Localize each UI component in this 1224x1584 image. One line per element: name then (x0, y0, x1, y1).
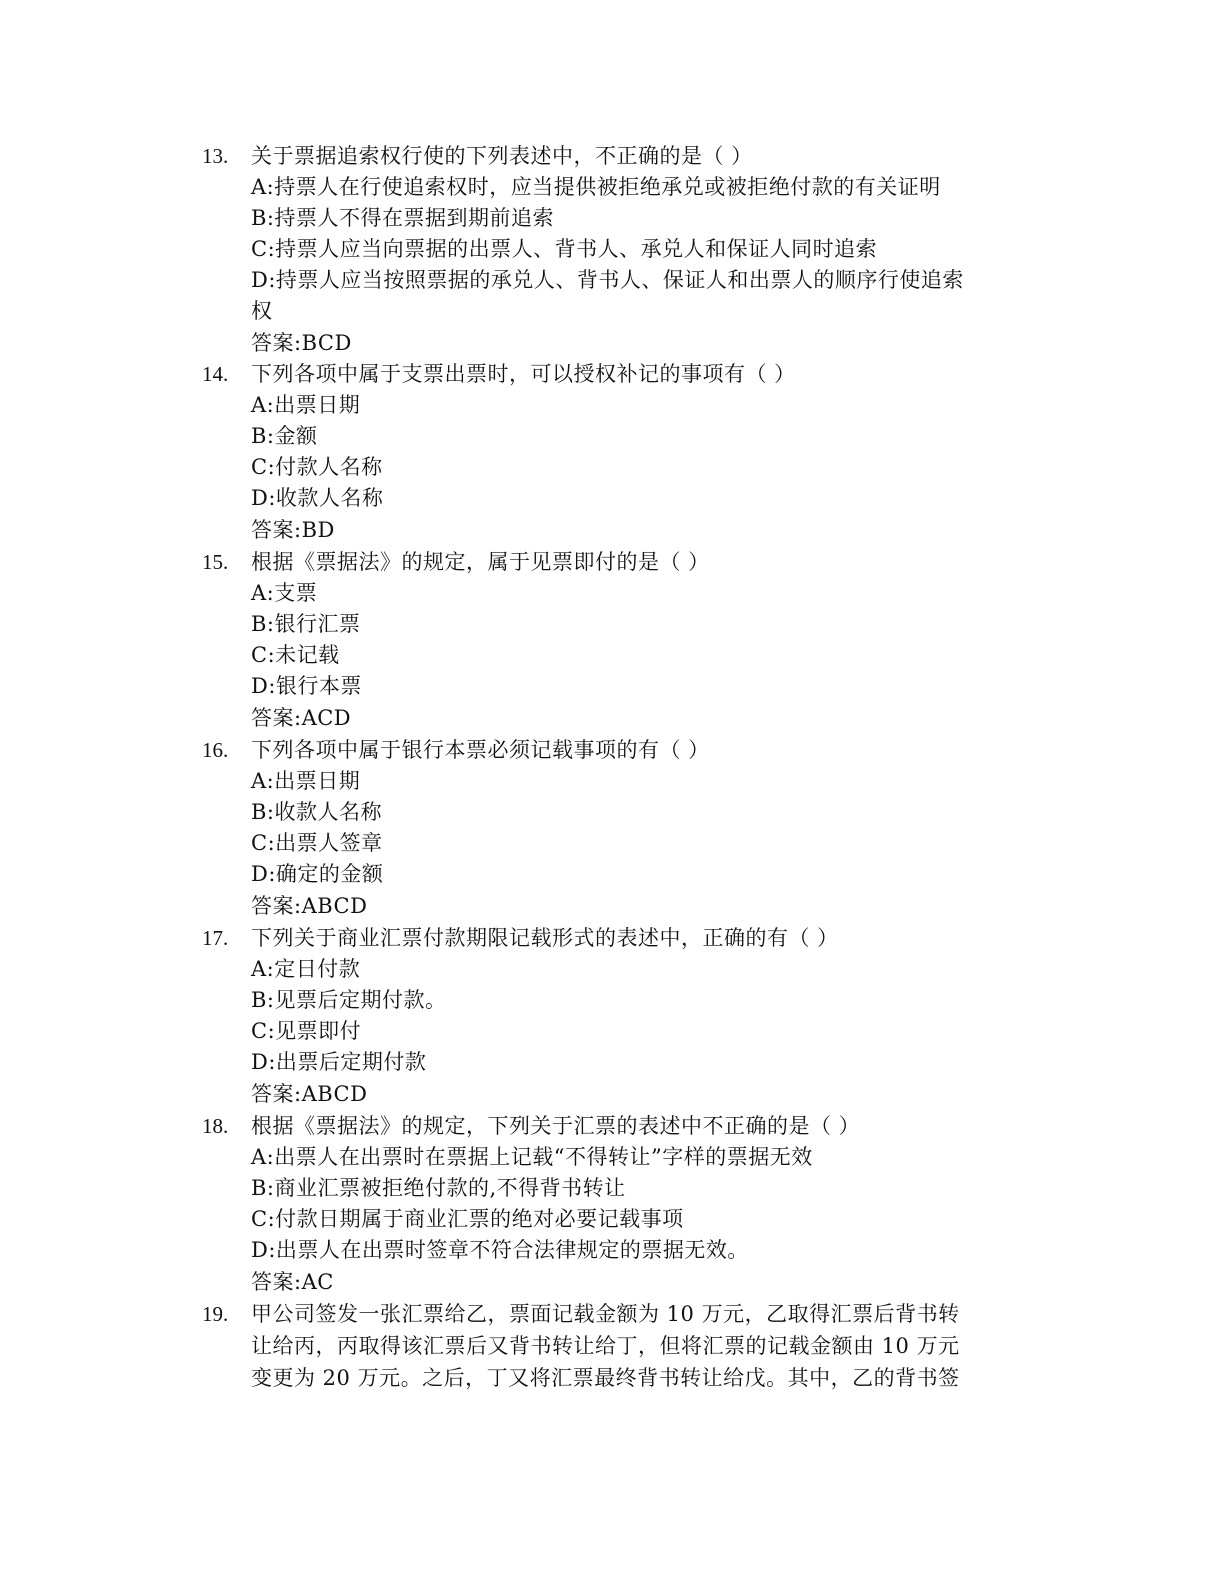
option-d-continued: 权 (251, 299, 273, 323)
option-c: C:未记载 (251, 643, 340, 667)
option-a: A:持票人在行使追索权时，应当提供被拒绝承兑或被拒绝付款的有关证明 (251, 175, 941, 199)
option-b: B:商业汇票被拒绝付款的,不得背书转让 (251, 1176, 626, 1200)
question-stem-line-3: 变更为 20 万元。之后，丁又将汇票最终背书转让给戊。其中，乙的背书签 (251, 1366, 960, 1390)
question-number: 19. (202, 1302, 229, 1326)
question-number: 18. (202, 1114, 229, 1138)
option-b: B:见票后定期付款。 (251, 988, 447, 1012)
option-b: B:持票人不得在票据到期前追索 (251, 206, 555, 230)
option-b: B:金额 (251, 424, 318, 448)
question-stem: 下列各项中属于支票出票时，可以授权补记的事项有（ ） (251, 362, 796, 386)
answer: 答案:ACD (251, 706, 352, 730)
option-d: D:确定的金额 (251, 862, 384, 886)
question-number: 13. (202, 144, 229, 168)
option-d: D:持票人应当按照票据的承兑人、背书人、保证人和出票人的顺序行使追索 (251, 268, 964, 292)
option-c: C:付款人名称 (251, 455, 383, 479)
option-d: D:收款人名称 (251, 486, 384, 510)
option-a: A:定日付款 (251, 957, 361, 981)
option-c: C:见票即付 (251, 1019, 362, 1043)
answer: 答案:ABCD (251, 894, 368, 918)
option-c: C:持票人应当向票据的出票人、背书人、承兑人和保证人同时追索 (251, 237, 878, 261)
option-d: D:出票人在出票时签章不符合法律规定的票据无效。 (251, 1238, 749, 1262)
question-number: 17. (202, 926, 229, 950)
option-a: A:出票人在出票时在票据上记载“不得转让”字样的票据无效 (251, 1145, 813, 1169)
answer: 答案:BCD (251, 331, 352, 355)
question-number: 16. (202, 738, 229, 762)
option-d: D:出票后定期付款 (251, 1050, 427, 1074)
option-b: B:收款人名称 (251, 800, 383, 824)
question-number: 14. (202, 362, 229, 386)
answer: 答案:ABCD (251, 1082, 368, 1106)
answer: 答案:BD (251, 518, 335, 542)
answer: 答案:AC (251, 1270, 334, 1294)
option-c: C:付款日期属于商业汇票的绝对必要记载事项 (251, 1207, 684, 1231)
question-stem: 下列关于商业汇票付款期限记载形式的表述中，正确的有（ ） (251, 926, 839, 950)
option-a: A:出票日期 (251, 393, 361, 417)
option-a: A:出票日期 (251, 769, 361, 793)
question-stem: 关于票据追索权行使的下列表述中，不正确的是（ ） (251, 144, 753, 168)
question-stem: 根据《票据法》的规定，属于见票即付的是（ ） (251, 550, 710, 574)
question-number: 15. (202, 550, 229, 574)
option-d: D:银行本票 (251, 674, 362, 698)
option-a: A:支票 (251, 581, 318, 605)
question-stem: 根据《票据法》的规定，下列关于汇票的表述中不正确的是（ ） (251, 1114, 861, 1138)
question-stem-line-2: 让给丙，丙取得该汇票后又背书转让给丁，但将汇票的记载金额由 10 万元 (251, 1334, 960, 1358)
option-c: C:出票人签章 (251, 831, 383, 855)
question-stem: 下列各项中属于银行本票必须记载事项的有（ ） (251, 738, 710, 762)
option-b: B:银行汇票 (251, 612, 361, 636)
question-stem-line-1: 甲公司签发一张汇票给乙，票面记载金额为 10 万元，乙取得汇票后背书转 (251, 1302, 960, 1326)
